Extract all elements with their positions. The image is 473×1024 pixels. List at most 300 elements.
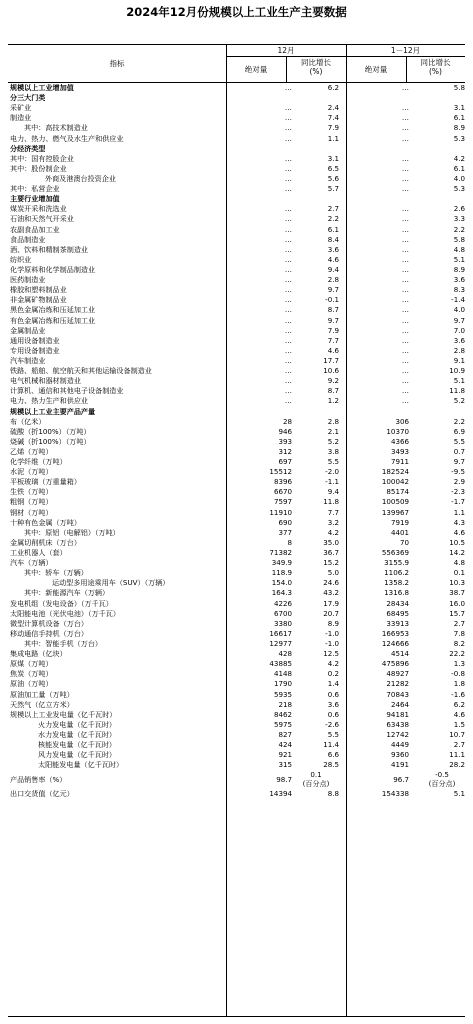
row-label: 十种有色金属（万吨） (10, 517, 81, 527)
table-row (8, 487, 465, 497)
table-row (8, 437, 465, 447)
ytd-absolute: 306 (395, 416, 409, 426)
row-label: 电力、热力生产和供应业 (10, 396, 89, 406)
dec-absolute: 8396 (273, 477, 292, 487)
table-row (8, 134, 465, 144)
dec-absolute: 28 (282, 416, 292, 426)
row-label: 其中：股份制企业 (10, 163, 67, 173)
ytd-yoy: 1.3 (453, 659, 465, 669)
table-row (8, 316, 465, 326)
row-label: 水力发电量（亿千瓦时） (38, 730, 117, 739)
ytd-absolute: … (401, 264, 409, 274)
dec-yoy: 3.6 (327, 699, 339, 709)
table-row (8, 255, 465, 265)
table-row (8, 649, 465, 659)
dec-yoy: 0.6 (327, 709, 339, 719)
table-row (8, 285, 465, 295)
table-row (8, 558, 465, 568)
dec-absolute: … (284, 163, 292, 173)
ytd-absolute: … (401, 295, 409, 305)
ytd-yoy: -1.4 (451, 295, 465, 305)
dec-yoy: -2.0 (325, 467, 339, 477)
table-row (8, 113, 465, 123)
table-row (8, 164, 465, 174)
ytd-absolute: … (401, 366, 409, 376)
ytd-yoy: 2.2 (453, 224, 465, 234)
ytd-yoy: 2.9 (453, 477, 465, 487)
table-row (8, 659, 465, 669)
dec-yoy: 9.7 (327, 315, 339, 325)
ytd-absolute: … (401, 275, 409, 285)
row-label: 其中：高技术制造业 (24, 123, 88, 133)
dec-absolute: 154.0 (271, 578, 292, 588)
table-row (8, 750, 465, 760)
dec-absolute: 14394 (269, 789, 292, 799)
ytd-absolute: 1358.2 (384, 578, 409, 588)
table-row (8, 639, 465, 649)
header-divider (346, 45, 347, 82)
ytd-yoy (418, 770, 466, 788)
dec-absolute: … (284, 355, 292, 365)
dec-yoy: 3.1 (327, 153, 339, 163)
ytd-yoy: 8.3 (453, 285, 465, 295)
table-bottom-rule (8, 1016, 465, 1017)
dec-yoy: 5.0 (327, 568, 339, 578)
dec-absolute: 98.7 (276, 775, 292, 785)
dec-absolute: … (284, 123, 292, 133)
dec-yoy: 1.2 (327, 396, 339, 406)
ytd-absolute: 124666 (381, 639, 409, 649)
dec-yoy: 9.2 (327, 376, 339, 386)
dec-yoy: 7.7 (327, 507, 339, 517)
ytd-yoy: 5.3 (453, 133, 465, 143)
ytd-absolute: 70843 (386, 689, 409, 699)
ytd-absolute: 21282 (386, 679, 409, 689)
ytd-yoy: 3.6 (453, 275, 465, 285)
ytd-absolute: 2464 (390, 699, 409, 709)
dec-yoy: 2.1 (327, 426, 339, 436)
dec-absolute: … (284, 133, 292, 143)
table-row (8, 184, 465, 194)
dec-absolute: 349.9 (271, 558, 292, 568)
row-label: 出口交货值（亿元） (10, 789, 74, 799)
ytd-yoy: 4.0 (453, 305, 465, 315)
row-label: 移动通信手持机（万台） (10, 628, 89, 638)
row-label: 非金属矿物制品业 (10, 295, 67, 305)
table-row (8, 720, 465, 730)
table-row (8, 528, 465, 538)
ytd-yoy: -9.5 (451, 467, 465, 477)
ytd-yoy: 16.0 (449, 598, 465, 608)
dec-yoy: 0.6 (327, 689, 339, 699)
dec-yoy: 6.1 (327, 224, 339, 234)
ytd-absolute: … (401, 163, 409, 173)
row-label: 纺织业 (10, 254, 32, 264)
row-label: 太阳能电池（光伏电池）（万千瓦） (10, 608, 120, 618)
dec-yoy: 5.5 (327, 457, 339, 467)
dec-absolute: 6700 (273, 608, 292, 618)
row-label: 太阳能发电量（亿千瓦时） (38, 760, 124, 770)
ytd-absolute: 4401 (390, 527, 409, 537)
ytd-yoy: 11.8 (449, 386, 465, 396)
dec-absolute: … (284, 204, 292, 214)
dec-yoy: -0.1 (325, 295, 339, 305)
ytd-yoy: 6.2 (453, 699, 465, 709)
ytd-yoy: 3.3 (453, 214, 465, 224)
dec-yoy: 6.6 (327, 750, 339, 760)
dec-absolute: 428 (278, 649, 292, 659)
dec-yoy: 36.7 (323, 548, 339, 558)
ytd-yoy: 2.8 (453, 345, 465, 355)
table-row (8, 295, 465, 305)
dec-absolute: … (284, 305, 292, 315)
row-label: 电气机械和器材制造业 (10, 376, 81, 386)
ytd-absolute: 70 (399, 537, 409, 547)
table-row (8, 538, 465, 548)
ytd-yoy: 5.8 (453, 83, 465, 92)
dec-absolute: … (284, 173, 292, 183)
row-label: 汽车（万辆） (10, 558, 53, 568)
dec-yoy: 7.4 (327, 113, 339, 123)
table-row (8, 508, 465, 518)
dec-absolute: 424 (278, 740, 292, 750)
dec-absolute: … (284, 264, 292, 274)
table-row (8, 366, 465, 376)
ytd-yoy: 0.7 (453, 446, 465, 456)
dec-absolute: 377 (278, 527, 292, 537)
table-row (8, 204, 465, 214)
table-row (8, 497, 465, 507)
dec-yoy: 11.8 (323, 497, 339, 507)
row-label: 水泥（万吨） (10, 467, 53, 477)
row-label: 粗钢（万吨） (10, 497, 53, 507)
table-row (8, 548, 465, 558)
row-label: 分三大门类 (10, 93, 46, 103)
ytd-yoy: 0.1 (453, 568, 465, 578)
row-label: 焦炭（万吨） (10, 669, 53, 679)
table-row (8, 619, 465, 629)
ytd-yoy: 5.8 (453, 234, 465, 244)
ytd-yoy: 4.8 (453, 558, 465, 568)
dec-absolute: 827 (278, 730, 292, 739)
ytd-absolute: 1106.2 (384, 568, 409, 578)
table-row (8, 326, 465, 336)
dec-absolute: … (284, 295, 292, 305)
table-row (8, 417, 465, 427)
dec-absolute: … (284, 275, 292, 285)
table-row (8, 123, 465, 133)
table-row (8, 245, 465, 255)
ytd-yoy: -1.7 (451, 497, 465, 507)
ytd-yoy: 4.8 (453, 244, 465, 254)
column-divider (346, 83, 347, 1016)
ytd-absolute: 3493 (390, 446, 409, 456)
table-row (8, 609, 465, 619)
dec-yoy: -1.0 (325, 628, 339, 638)
ytd-yoy: 10.3 (449, 578, 465, 588)
dec-yoy: 4.2 (327, 527, 339, 537)
dec-yoy (291, 770, 341, 788)
row-label: 分经济类型 (10, 143, 46, 153)
dec-absolute: 71382 (269, 548, 292, 558)
ytd-absolute: … (401, 244, 409, 254)
dec-yoy: 15.2 (323, 558, 339, 568)
row-label: 微型计算机设备（万台） (10, 618, 89, 628)
ytd-absolute: 7919 (390, 517, 409, 527)
row-label: 外商及港澳台投资企业 (45, 173, 116, 183)
dec-absolute: 312 (278, 446, 292, 456)
header-divider (406, 56, 407, 82)
table-row (8, 174, 465, 184)
table-row (8, 275, 465, 285)
ytd-yoy: 15.7 (449, 608, 465, 618)
table-row (8, 669, 465, 679)
table-row (8, 679, 465, 689)
dec-absolute: 8462 (273, 709, 292, 719)
dec-absolute: … (284, 224, 292, 234)
header-december: 12月 (277, 46, 295, 55)
table-row (8, 477, 465, 487)
ytd-absolute: 4191 (390, 760, 409, 770)
table-row (8, 629, 465, 639)
dec-yoy: 4.6 (327, 254, 339, 264)
dec-absolute: 164.3 (271, 588, 292, 598)
ytd-yoy: 10.5 (449, 537, 465, 547)
table-row (8, 144, 465, 154)
ytd-yoy: 9.7 (453, 457, 465, 467)
ytd-absolute: 4449 (390, 740, 409, 750)
dec-absolute: … (284, 234, 292, 244)
ytd-absolute: … (401, 153, 409, 163)
ytd-yoy: 1.1 (453, 507, 465, 517)
table-row (8, 427, 465, 437)
ytd-absolute: 139967 (381, 507, 409, 517)
ytd-yoy: 14.2 (449, 548, 465, 558)
dec-absolute: 11910 (269, 507, 292, 517)
dec-yoy: 2.8 (327, 416, 339, 426)
dec-absolute: … (284, 285, 292, 295)
dec-absolute: 697 (278, 457, 292, 467)
dec-absolute: 921 (278, 750, 292, 760)
dec-yoy: 5.7 (327, 184, 339, 194)
header-ytd: 1－12月 (390, 46, 421, 55)
row-label: 其中：私营企业 (10, 184, 60, 194)
table-row (8, 710, 465, 720)
row-label: 规模以上工业增加值 (10, 83, 74, 92)
ytd-absolute: 182524 (381, 467, 409, 477)
dec-yoy: 5.5 (327, 730, 339, 739)
table-row (8, 578, 465, 588)
ytd-absolute: … (401, 103, 409, 113)
ytd-absolute: 85174 (386, 487, 409, 497)
dec-absolute: 6670 (273, 487, 292, 497)
table-row (8, 346, 465, 356)
ytd-absolute: 4514 (390, 649, 409, 659)
ytd-yoy: -0.8 (451, 669, 465, 679)
header-yoy-ytd (406, 58, 465, 76)
row-label: 金属制品业 (10, 325, 46, 335)
row-label: 专用设备制造业 (10, 345, 60, 355)
dec-yoy: 3.6 (327, 244, 339, 254)
ytd-yoy: 8.2 (453, 639, 465, 649)
table-row (8, 740, 465, 750)
dec-yoy: 1.4 (327, 679, 339, 689)
ytd-yoy: 5.5 (453, 436, 465, 446)
row-label: 计算机、通信和其他电子设备制造业 (10, 386, 124, 396)
ytd-absolute: … (401, 123, 409, 133)
ytd-yoy: 5.3 (453, 184, 465, 194)
dec-absolute: … (284, 153, 292, 163)
table-row (8, 103, 465, 113)
table-row (8, 356, 465, 366)
row-label: 汽车制造业 (10, 355, 46, 365)
dec-absolute: … (284, 83, 292, 92)
dec-yoy: 3.8 (327, 446, 339, 456)
dec-yoy: 43.2 (323, 588, 339, 598)
row-label: 主要行业增加值 (10, 194, 60, 204)
ytd-yoy: 10.7 (449, 730, 465, 739)
ytd-absolute: 9360 (390, 750, 409, 760)
ytd-yoy: 10.9 (449, 366, 465, 376)
ytd-yoy: 7.8 (453, 628, 465, 638)
ytd-absolute: … (401, 214, 409, 224)
ytd-yoy: 11.1 (449, 750, 465, 760)
table-body (8, 83, 465, 800)
row-label: 风力发电量（亿千瓦时） (38, 750, 117, 760)
row-label: 酒、饮料和精制茶制造业 (10, 244, 89, 254)
dec-absolute: 4226 (273, 598, 292, 608)
ytd-absolute: … (401, 325, 409, 335)
dec-yoy: 3.2 (327, 517, 339, 527)
dec-yoy: 17.7 (323, 355, 339, 365)
header-divider (286, 56, 287, 82)
row-label: 工业机器人（套） (10, 548, 67, 558)
row-label: 规模以上工业发电量（亿千瓦时） (10, 709, 117, 719)
row-label: 烧碱（折100%）（万吨） (10, 436, 91, 446)
row-label: 集成电路（亿块） (10, 649, 67, 659)
dec-yoy: 7.9 (327, 123, 339, 133)
table-row (8, 83, 465, 93)
dec-absolute: 7597 (273, 497, 292, 507)
ytd-yoy: 8.9 (453, 123, 465, 133)
dec-yoy: 6.2 (327, 83, 339, 92)
dec-absolute: … (284, 113, 292, 123)
ytd-absolute: … (401, 224, 409, 234)
row-label: 有色金属冶炼和压延加工业 (10, 315, 96, 325)
ytd-absolute: 154338 (381, 789, 409, 799)
dec-absolute: … (284, 244, 292, 254)
table-row (8, 194, 465, 204)
table-row-sales-rate (8, 770, 465, 789)
dec-absolute: 3380 (273, 618, 292, 628)
ytd-yoy: 28.2 (449, 760, 465, 770)
dec-absolute: 8 (287, 537, 292, 547)
ytd-absolute: 28434 (386, 598, 409, 608)
ytd-absolute: … (401, 254, 409, 264)
ytd-absolute: 48927 (386, 669, 409, 679)
row-label: 通用设备制造业 (10, 335, 60, 345)
row-label: 化学原料和化学制品制造业 (10, 264, 96, 274)
dec-absolute: … (284, 325, 292, 335)
dec-yoy: 9.7 (327, 285, 339, 295)
row-label: 规模以上工业主要产品产量 (10, 406, 96, 416)
header-divider (226, 56, 465, 57)
dec-absolute: … (284, 103, 292, 113)
ytd-absolute: … (401, 305, 409, 315)
ytd-yoy: 38.7 (449, 588, 465, 598)
ytd-absolute: … (401, 285, 409, 295)
ytd-absolute: … (401, 396, 409, 406)
table-row (8, 407, 465, 417)
ytd-yoy: 2.2 (453, 416, 465, 426)
dec-yoy: 10.6 (323, 366, 339, 376)
ytd-absolute: … (401, 204, 409, 214)
dec-absolute: … (284, 254, 292, 264)
ytd-absolute: … (401, 345, 409, 355)
table-row (8, 225, 465, 235)
dec-yoy: 8.8 (327, 789, 339, 799)
dec-yoy: 6.5 (327, 163, 339, 173)
dec-absolute: … (284, 345, 292, 355)
table-row (8, 588, 465, 598)
dec-absolute: 315 (278, 760, 292, 770)
ytd-absolute: 100509 (381, 497, 409, 507)
column-divider (226, 83, 227, 1016)
ytd-yoy: 4.6 (453, 709, 465, 719)
ytd-absolute: … (401, 355, 409, 365)
ytd-absolute: 68495 (386, 608, 409, 618)
ytd-absolute: 7911 (390, 457, 409, 467)
table-row (8, 336, 465, 346)
ytd-yoy: 5.1 (453, 376, 465, 386)
dec-yoy: -1.0 (325, 639, 339, 649)
dec-absolute: 5935 (273, 689, 292, 699)
dec-yoy: 7.7 (327, 335, 339, 345)
ytd-yoy: 22.2 (449, 649, 465, 659)
row-label: 原煤（万吨） (10, 659, 53, 669)
dec-yoy-value: 0.1 (310, 770, 322, 780)
ytd-absolute: … (401, 315, 409, 325)
dec-yoy: 8.9 (327, 618, 339, 628)
ytd-yoy: 4.0 (453, 173, 465, 183)
row-label: 其中：原铝（电解铝）（万吨） (24, 527, 120, 537)
header-yoy-ytd-label: 同比增长 (420, 58, 451, 67)
header-yoy-dec (286, 58, 346, 76)
ytd-absolute: 475896 (381, 659, 409, 669)
row-label: 石油和天然气开采业 (10, 214, 74, 224)
dec-absolute: 393 (278, 436, 292, 446)
ytd-yoy: 5.2 (453, 396, 465, 406)
dec-absolute: 16617 (269, 628, 292, 638)
ytd-absolute: … (401, 113, 409, 123)
row-label: 布（亿米） (10, 416, 46, 426)
table-row (8, 518, 465, 528)
ytd-yoy: 3.6 (453, 335, 465, 345)
dec-absolute: 15512 (269, 467, 292, 477)
row-label: 铁路、船舶、航空航天和其他运输设备制造业 (10, 366, 152, 376)
dec-absolute: … (284, 315, 292, 325)
table-row (8, 700, 465, 710)
header-abs-dec: 绝对量 (244, 65, 268, 74)
row-label: 食品制造业 (10, 234, 46, 244)
header-yoy-dec-label: 同比增长 (301, 58, 331, 67)
ytd-absolute: 556369 (381, 548, 409, 558)
ytd-absolute: … (401, 83, 409, 92)
row-label: 原油（万吨） (10, 679, 53, 689)
row-label: 钢材（万吨） (10, 507, 53, 517)
dec-yoy: 20.7 (323, 608, 339, 618)
dec-yoy: 28.5 (323, 760, 339, 770)
